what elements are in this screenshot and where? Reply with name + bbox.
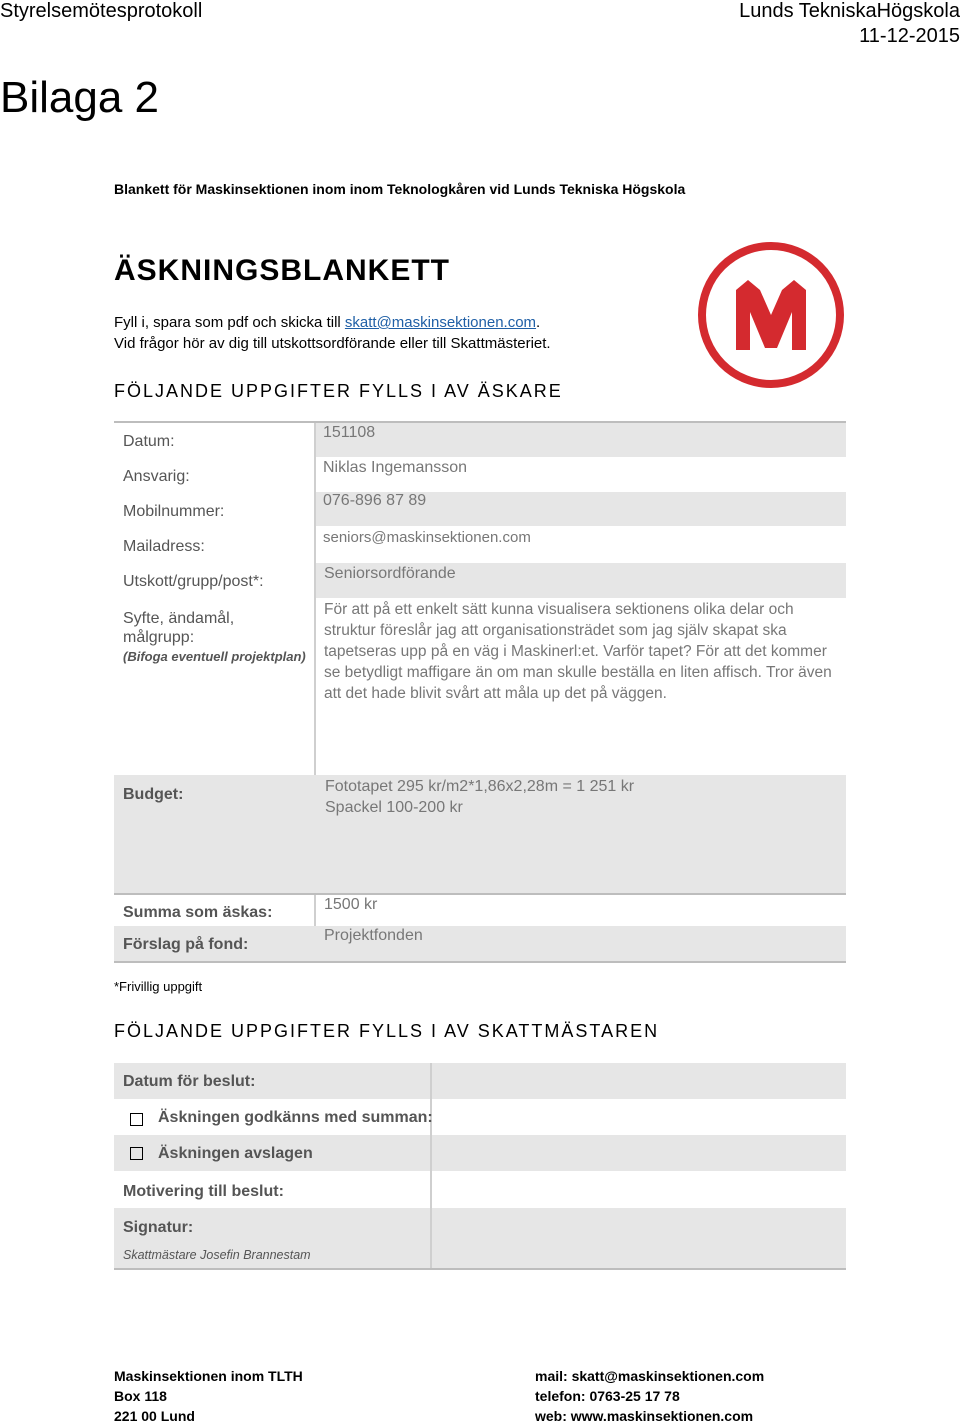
instructions-prefix: Fyll i, spara som pdf och skicka till [114,314,345,331]
form-subtitle: Blankett för Maskinsektionen inom inom Teknologkåren vid Lunds Tekniska Högskola [114,181,686,197]
section-applicant-title: FÖLJANDE UPPGIFTER FYLLS I AV ÄSKARE [114,381,563,401]
footer-city: 221 00 Lund [114,1408,195,1424]
footer-address [114,1366,303,1426]
treasurer-table [114,1063,846,1271]
signature-name: Skattmästare Josefin Brannestam [123,1248,311,1262]
label-syfte-line1: Syfte, ändamål, [123,610,235,627]
value-utskott[interactable]: Seniorsordförande [324,565,456,582]
form-title: ÄSKNINGSBLANKETT [114,254,450,287]
footer-phone: telefon: 0763-25 17 78 [535,1388,680,1404]
label-mobil: Mobilnummer: [123,503,225,520]
treasurer-column-divider [430,1063,432,1269]
maskinsektionen-logo [696,240,846,390]
applicant-table [114,421,846,775]
label-syfte [123,609,306,666]
row-shade-datum [316,423,846,457]
budget-table [114,775,846,963]
label-syfte-note: (Bifoga eventuell projektplan) [123,649,306,664]
value-ansvarig[interactable]: Niklas Ingemansson [323,459,468,476]
footer-web: web: www.maskinsektionen.com [535,1408,754,1424]
value-datum[interactable]: 151108 [323,424,376,441]
value-budget-line2[interactable]: Spackel 100-200 kr [325,799,463,816]
footer-org: Maskinsektionen inom TLTH [114,1368,303,1384]
request-top-rule [114,893,846,895]
treasurer-bottom-rule [114,1268,846,1270]
label-rejected: Äskningen avslagen [158,1145,313,1162]
footnote: *Frivillig uppgift [114,979,203,994]
column-divider [314,423,316,775]
value-syfte[interactable]: För att på ett enkelt sätt kunna visualisera sektionens olika delar och struktur föreslår jag att organisationsträdet som jag själv skapat ska tapetseras upp på en väg i Maskinerl:et. Varför tapet? För att det kommer se betydligt maffigare än om man skulle beställa en liten affisch. Tror även att det hade blivit svårt att måla up det på väggen. [324,601,832,702]
label-ansvarig: Ansvarig: [123,468,190,485]
request-bottom-rule [114,961,846,963]
label-datum: Datum: [123,433,175,450]
label-fond: Förslag på fond: [123,936,249,953]
instructions [114,312,551,354]
label-utskott: Utskott/grupp/post*: [123,573,264,590]
label-approved: Äskningen godkänns med summan: [158,1109,433,1126]
label-syfte-line2: målgrupp: [123,629,195,646]
value-mobil[interactable]: 076-896 87 89 [323,492,427,509]
footer-mail: mail: skatt@maskinsektionen.com [535,1368,765,1384]
label-mail: Mailadress: [123,538,205,555]
email-link[interactable]: skatt@maskinsektionen.com [344,314,537,331]
instructions-suffix: . [536,314,541,331]
approved-checkbox[interactable] [130,1113,143,1126]
label-budget: Budget: [123,786,184,803]
footer-contact [535,1366,764,1426]
header-document-title: Styrelsemötesprotokoll [0,0,203,22]
label-datum-beslut: Datum för beslut: [123,1073,256,1090]
value-budget-line1[interactable]: Fototapet 295 kr/m2*1,86x2,28m = 1 251 kr [325,778,635,795]
label-motivering: Motivering till beslut: [123,1183,284,1200]
value-summa[interactable]: 1500 kr [324,896,378,913]
section-treasurer-title: FÖLJANDE UPPGIFTER FYLLS I AV SKATTMÄSTAREN [114,1021,660,1041]
header-date: 11-12-2015 [859,25,960,47]
rejected-checkbox[interactable] [130,1147,143,1160]
label-signatur: Signatur: [123,1219,194,1236]
footer-box: Box 118 [114,1388,167,1404]
value-mail[interactable]: seniors@maskinsektionen.com [323,529,531,546]
header-university: Lunds TekniskaHögskola [739,0,960,22]
page-title: Bilaga 2 [0,73,160,122]
instructions-line2: Vid frågor hör av dig till utskottsordförande eller till Skattmästeriet. [114,335,551,352]
value-fond[interactable]: Projektfonden [324,927,423,944]
label-summa: Summa som äskas: [123,904,273,921]
